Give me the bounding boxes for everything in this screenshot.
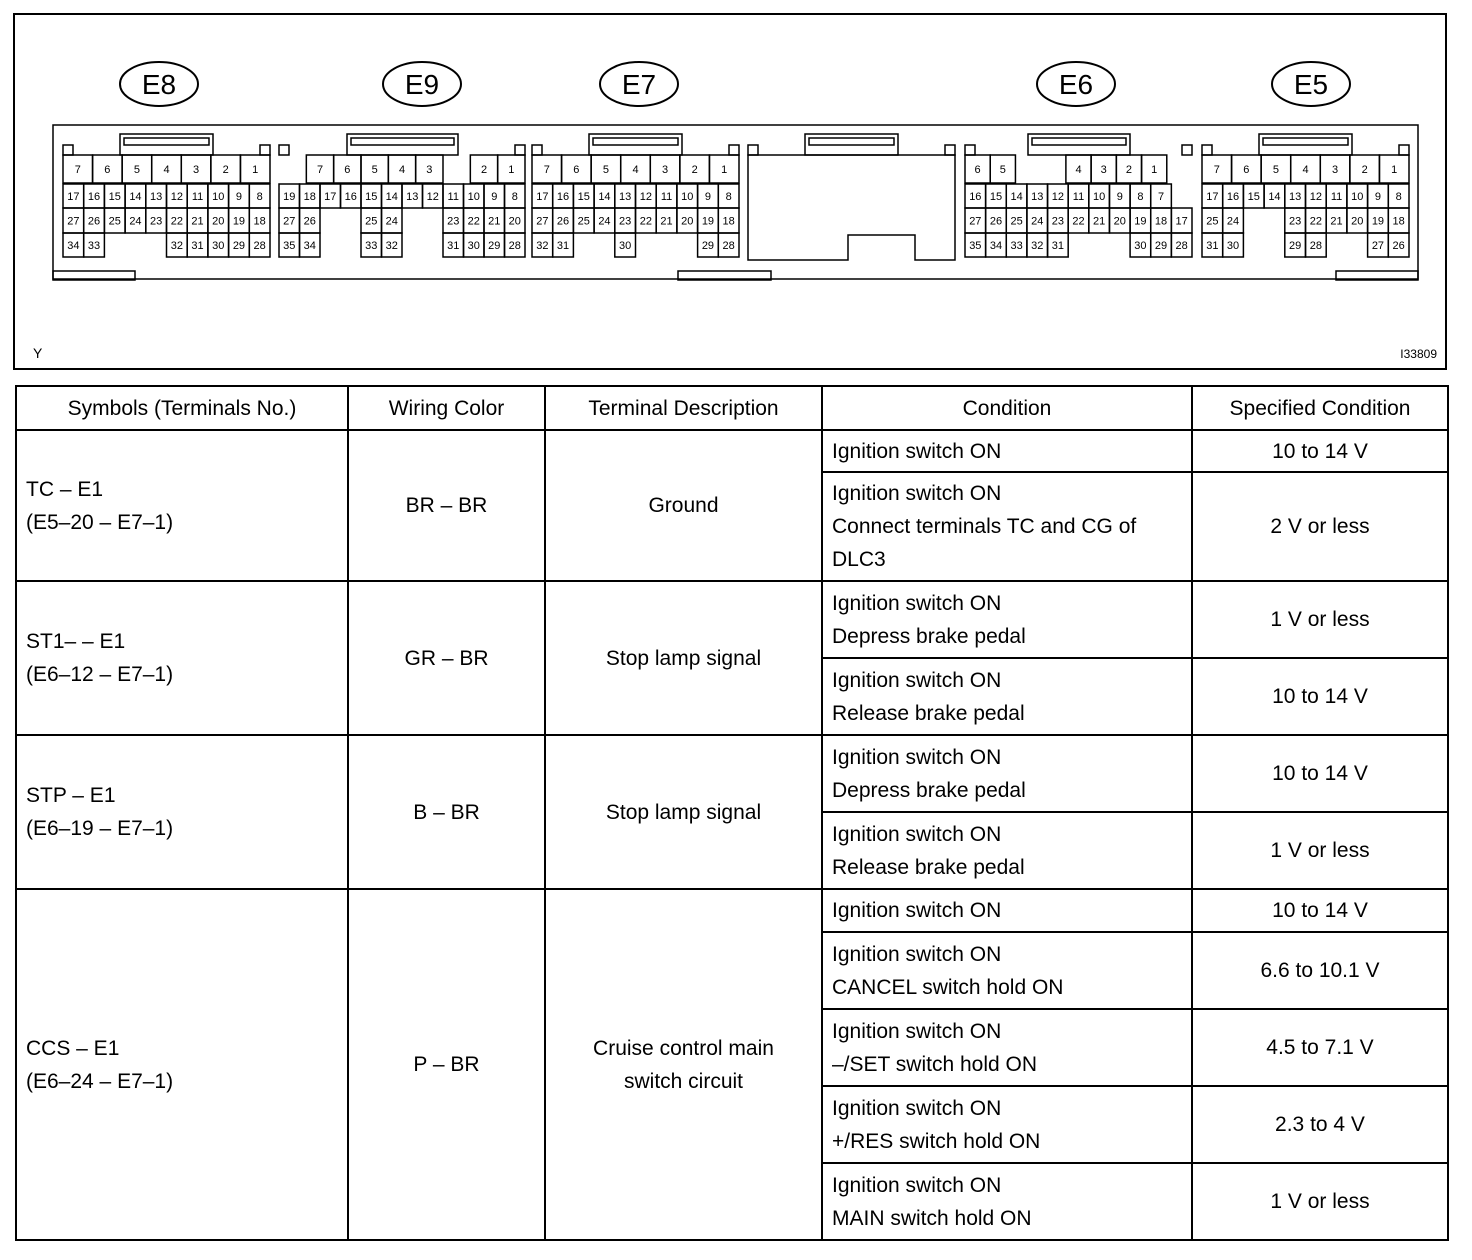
pin-number: 29 [1154,240,1168,252]
pin-number: 11 [447,191,459,203]
pin-number: 30 [212,240,225,252]
pin-number: 28 [1309,240,1322,252]
header-symbols: Symbols (Terminals No.) [16,386,348,430]
connector-key [63,145,73,155]
terminal-spec-table [15,385,1449,1241]
pin-number: 18 [253,215,266,228]
connector-key [1202,145,1212,155]
connector-key [729,145,739,155]
pin-number: 14 [598,191,611,203]
header-condition: Condition [822,386,1192,430]
pin-number: 35 [283,240,296,252]
pin-number: 6 [104,164,111,176]
table-row [16,735,1448,812]
condition-cell: Ignition switch ON Release brake pedal [822,812,1192,889]
spec-cell: 2 V or less [1192,472,1448,581]
pin-number: 30 [467,240,480,252]
pin-number: 18 [722,215,735,228]
condition-cell: Ignition switch ON +/RES switch hold ON [822,1086,1192,1163]
pin-number: 33 [365,240,378,252]
spec-cell: 10 to 14 V [1192,889,1448,932]
table-header-row [16,386,1448,430]
connector-key [1182,145,1192,155]
connector-latch-slot [124,138,209,145]
pin-number: 34 [67,240,80,252]
pin-number: 13 [150,191,163,203]
condition-cell: Ignition switch ON [822,430,1192,472]
condition-cell: Ignition switch ON Depress brake pedal [822,735,1192,812]
connector-key [748,145,758,155]
spec-cell: 4.5 to 7.1 V [1192,1009,1448,1086]
pin-number: 4 [1075,164,1082,176]
pin-number: 8 [511,191,518,203]
pin-number: 9 [1116,191,1123,203]
spec-cell: 1 V or less [1192,1163,1448,1240]
pin-number: 10 [1093,191,1106,203]
pin-number: 16 [556,191,570,203]
pin-number: 27 [1371,240,1385,252]
pin-number: 28 [508,240,521,252]
pin-number: 8 [1395,191,1402,203]
condition-cell: Ignition switch ON Release brake pedal [822,658,1192,735]
pin-number: 14 [385,191,398,203]
connector-label: E6 [1058,69,1094,100]
connector-key [279,145,289,155]
pin-number: 30 [619,240,632,252]
connector-label: E8 [141,69,177,100]
pin-number: 17 [324,191,337,203]
connector-latch-slot [1263,138,1348,145]
connector-key [515,145,525,155]
pin-number: 32 [536,240,549,252]
header-terminal-description: Terminal Description [545,386,822,430]
pin-number: 1 [252,164,259,176]
pin-number: 17 [1175,215,1188,228]
pin-number: 20 [508,215,521,228]
pin-number: 16 [969,191,982,203]
pin-number: 21 [488,215,501,228]
pin-number: 21 [660,215,673,228]
connector-key [1399,145,1409,155]
symbol-cell: TC – E1 (E5–20 – E7–1) [16,430,348,581]
connector-key [260,145,270,155]
pin-number: 25 [108,215,121,228]
pin-number: 6 [1243,164,1250,176]
spec-cell: 2.3 to 4 V [1192,1086,1448,1163]
pin-number: 23 [1051,215,1064,228]
pin-number: 1 [1391,164,1398,176]
pin-number: 3 [662,164,669,176]
pin-number: 34 [303,240,316,252]
pin-number: 13 [1031,191,1044,203]
pin-number: 24 [385,215,398,228]
pin-number: 27 [969,215,982,228]
pin-number: 14 [129,191,142,203]
pin-number: 24 [129,215,142,228]
pin-number: 21 [1330,215,1343,228]
pin-number: 12 [639,191,652,203]
pin-number: 25 [1010,215,1023,228]
pin-number: 15 [1247,191,1260,203]
pin-number: 19 [701,215,715,228]
pin-number: 31 [447,240,460,252]
pin-number: 14 [1268,191,1281,203]
pin-number: 29 [488,240,501,252]
pin-number: 23 [619,215,632,228]
pin-number: 10 [1351,191,1364,203]
pin-number: 17 [536,191,549,203]
pin-number: 4 [1302,164,1309,176]
description-cell: Ground [545,430,822,581]
wiring-color-cell: P – BR [348,889,545,1240]
pin-number: 16 [344,191,357,203]
pin-number: 28 [253,240,266,252]
spec-cell: 10 to 14 V [1192,735,1448,812]
pin-number: 24 [1226,215,1240,228]
pin-number: 18 [1392,215,1405,228]
pin-number: 31 [1206,240,1219,252]
pin-number: 8 [725,191,732,203]
connector-key [945,145,955,155]
pin-number: 9 [235,191,243,203]
pin-number: 26 [87,215,101,228]
pin-number: 8 [1137,191,1144,203]
spec-cell: 1 V or less [1192,812,1448,889]
pin-number: 5 [1272,164,1279,176]
pin-number: 10 [681,191,694,203]
pin-number: 27 [536,215,549,228]
pin-number: 21 [191,215,204,228]
pin-number: 12 [426,191,439,203]
pin-number: 4 [632,164,639,176]
pin-number: 3 [1332,164,1339,176]
pin-number: 2 [1361,164,1368,176]
pin-number: 7 [316,164,324,176]
connector-label: E7 [621,69,657,100]
pin-number: 25 [365,215,378,228]
pin-number: 25 [577,215,590,228]
table-row [16,430,1448,472]
pin-number: 12 [1309,191,1322,203]
pin-number: 10 [212,191,225,203]
pin-number: 35 [969,240,982,252]
pin-number: 26 [556,215,570,228]
pin-number: 32 [385,240,398,252]
pin-number: 28 [722,240,735,252]
pin-number: 17 [67,191,80,203]
connector-latch-slot [809,138,894,145]
pin-number: 3 [426,164,433,176]
pin-number: 10 [467,191,480,203]
pin-number: 3 [1100,164,1107,176]
pin-number: 28 [1175,240,1188,252]
pin-number: 29 [701,240,715,252]
pin-number: 33 [87,240,101,252]
blank-connector-body [748,155,955,260]
connector-latch-slot [593,138,678,145]
pin-number: 5 [602,164,609,176]
pin-number: 2 [480,164,488,176]
pin-number: 23 [150,215,163,228]
pin-number: 15 [365,191,378,203]
pin-number: 6 [344,164,351,176]
pin-number: 5 [371,164,378,176]
table-row [16,581,1448,658]
pin-number: 16 [1226,191,1240,203]
pin-number: 11 [191,191,204,203]
connector-key [965,145,975,155]
pin-number: 5 [133,164,140,176]
condition-cell: Ignition switch ON Connect terminals TC and CG of DLC3 [822,472,1192,581]
pin-number: 27 [283,215,296,228]
pin-number: 26 [1392,240,1405,252]
pin-number: 19 [1134,215,1147,228]
symbol-cell: STP – E1 (E6–19 – E7–1) [16,735,348,889]
pin-number: 20 [1351,215,1364,228]
pin-number: 9 [491,191,498,203]
pin-number: 19 [1371,215,1385,228]
pin-number: 31 [191,240,204,252]
pin-number: 4 [398,164,406,176]
header-specified-condition: Specified Condition [1192,386,1448,430]
pin-number: 7 [1157,191,1165,203]
pin-number: 26 [989,215,1003,228]
pin-number: 2 [691,164,698,176]
pin-number: 20 [1113,215,1126,228]
symbol-cell: CCS – E1 (E6–24 – E7–1) [16,889,348,1240]
wiring-color-cell: B – BR [348,735,545,889]
pin-number: 5 [999,164,1006,176]
condition-cell: Ignition switch ON CANCEL switch hold ON [822,932,1192,1009]
spec-cell: 1 V or less [1192,581,1448,658]
condition-cell: Ignition switch ON MAIN switch hold ON [822,1163,1192,1240]
pin-number: 1 [1151,164,1158,176]
pin-number: 18 [1154,215,1168,228]
pin-number: 23 [447,215,460,228]
pin-number: 12 [1051,191,1064,203]
description-cell: Cruise control main switch circuit [545,889,822,1240]
pin-number: 26 [303,215,316,228]
pin-number: 24 [1031,215,1044,228]
pin-number: 22 [1072,215,1085,228]
pin-number: 19 [232,215,246,228]
pin-number: 34 [989,240,1003,252]
pin-number: 11 [1330,191,1343,203]
condition-cell: Ignition switch ON [822,889,1192,932]
pin-number: 1 [721,164,728,176]
pin-number: 19 [283,191,296,203]
pin-number: 20 [212,215,225,228]
pin-number: 15 [577,191,590,203]
pin-number: 30 [1134,240,1147,252]
description-cell: Stop lamp signal [545,735,822,889]
pin-number: 9 [704,191,712,203]
pin-number: 22 [1309,215,1322,228]
pin-number: 1 [508,164,515,176]
spec-cell: 10 to 14 V [1192,658,1448,735]
pin-number: 29 [1289,240,1302,252]
connector-drawing [15,15,1445,368]
spec-cell: 6.6 to 10.1 V [1192,932,1448,1009]
pin-number: 13 [406,191,419,203]
pin-number: 8 [256,191,263,203]
condition-cell: Ignition switch ON Depress brake pedal [822,581,1192,658]
pin-number: 16 [87,191,101,203]
pin-number: 31 [556,240,570,252]
connector-label: E5 [1293,69,1329,100]
pin-number: 29 [232,240,246,252]
pin-number: 15 [989,191,1003,203]
pin-number: 2 [1125,164,1133,176]
pin-number: 32 [1031,240,1044,252]
pin-number: 11 [660,191,673,203]
description-cell: Stop lamp signal [545,581,822,735]
pin-number: 24 [598,215,611,228]
pin-number: 13 [619,191,632,203]
pin-number: 20 [681,215,694,228]
table-row [16,889,1448,932]
pin-number: 21 [1093,215,1106,228]
pin-number: 32 [170,240,183,252]
connector-key [532,145,542,155]
pin-number: 4 [163,164,170,176]
pin-number: 18 [303,191,316,203]
spec-cell: 10 to 14 V [1192,430,1448,472]
pin-number: 6 [974,164,981,176]
pin-number: 15 [108,191,121,203]
connector-diagram [13,13,1447,370]
wiring-color-cell: BR – BR [348,430,545,581]
view-marker: Y [33,345,43,361]
pin-number: 9 [1374,191,1382,203]
pin-number: 13 [1289,191,1302,203]
pin-number: 7 [1213,164,1220,176]
pin-number: 27 [67,215,80,228]
pin-number: 23 [1289,215,1302,228]
pin-number: 33 [1010,240,1023,252]
connector-latch-slot [1032,138,1126,145]
pin-number: 14 [1010,191,1023,203]
condition-cell: Ignition switch ON –/SET switch hold ON [822,1009,1192,1086]
header-wiring-color: Wiring Color [348,386,545,430]
pin-number: 25 [1206,215,1219,228]
pin-number: 17 [1206,191,1219,203]
connector-label: E9 [404,69,440,100]
symbol-cell: ST1– – E1 (E6–12 – E7–1) [16,581,348,735]
pin-number: 2 [222,164,229,176]
pin-number: 22 [639,215,652,228]
pin-number: 22 [467,215,480,228]
figure-id: I33809 [1400,347,1437,361]
pin-number: 7 [74,164,81,176]
wiring-color-cell: GR – BR [348,581,545,735]
pin-number: 6 [573,164,580,176]
connector-latch-slot [351,138,454,145]
pin-number: 30 [1226,240,1240,252]
pin-number: 22 [170,215,183,228]
pin-number: 12 [170,191,183,203]
pin-number: 11 [1072,191,1085,203]
pin-number: 31 [1051,240,1064,252]
pin-number: 7 [543,164,550,176]
pin-number: 3 [193,164,200,176]
